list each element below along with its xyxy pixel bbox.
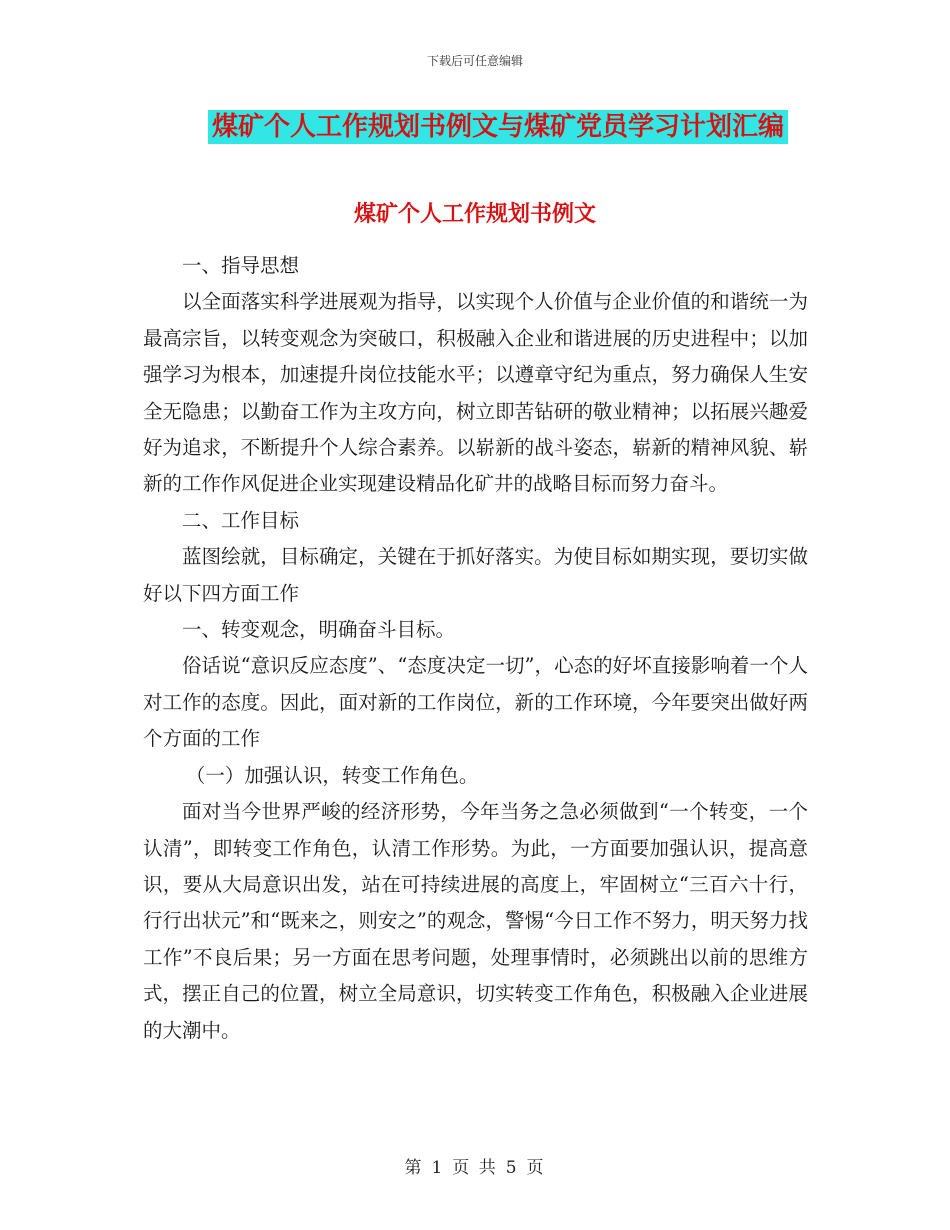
footer-total-pages: 5 — [505, 1158, 519, 1178]
paragraph-change-role: 面对当今世界严峻的经济形势，今年当务之急必须做到“一个转变，一个认清”，即转变工作角色，认清工作形势。为此，一方面要加强认识，提高意识，要从大局意识出发，站在可持续进展的高度上，牢固树立“三百六十行，行行出状元”和“既来之，则安之”的观念，警惕“今日工作不努力，明天努力找工作”不良后果；另一方面在思考问题，处理事情时，必须跳出以前的思维方式，摆正自己的位置，树立全局意识，切实转变工作角色，积极融入企业进展的大潮中。 — [143, 800, 808, 1042]
section-heading-work-goals: 二、工作目标 — [182, 508, 300, 532]
section-heading-guiding-ideology: 一、指导思想 — [182, 254, 300, 277]
paragraph-guiding-ideology: 以全面落实科学进展观为指导，以实现个人价值与企业价值的和谐统一为最高宗旨，以转变观念为突破口，积极融入企业和谐进展的历史进程中；以加强学习为根本，加速提升岗位技能水平；以遵章守纪为重点，努力确保人生安全无隐患；以勤奋工作为主攻方向，树立即苦钻研的敬业精神；以拓展兴趣爱好为追求，不断提升个人综合素养。以崭新的战斗姿态，崭新的精神风貌、崭新的工作作风促进企业实现建设精品化矿井的战略目标而努力奋斗。 — [143, 290, 808, 496]
document-body — [143, 220, 808, 1049]
subsection-heading-change-mindset: 一、转变观念，明确奋斗目标。 — [182, 618, 456, 642]
footer-page-number: 1 — [431, 1158, 445, 1178]
sub-title: 煤矿个人工作规划书例文 — [353, 201, 596, 227]
paragraph-work-goals: 蓝图绘就，目标确定，关键在于抓好落实。为使目标如期实现，要切实做好以下四方面工作 — [143, 545, 808, 605]
main-title: 煤矿个人工作规划书例文与煤矿党员学习计划汇编 — [208, 110, 788, 144]
footer-suffix: 页 — [526, 1158, 546, 1178]
subsection-heading-strengthen-awareness: （一）加强认识，转变工作角色。 — [185, 763, 479, 787]
footer-prefix: 第 — [404, 1158, 424, 1178]
paragraph-attitude: 俗话说“意识反应态度”、“态度决定一切”，心态的好坏直接影响着一个人对工作的态度。因此，面对新的工作岗位，新的工作环境，今年要突出做好两个方面的工作 — [143, 654, 808, 751]
header-note: 下载后可任意编辑 — [426, 54, 523, 68]
footer-mid: 页 共 — [452, 1158, 498, 1178]
page-footer — [0, 1153, 950, 1178]
